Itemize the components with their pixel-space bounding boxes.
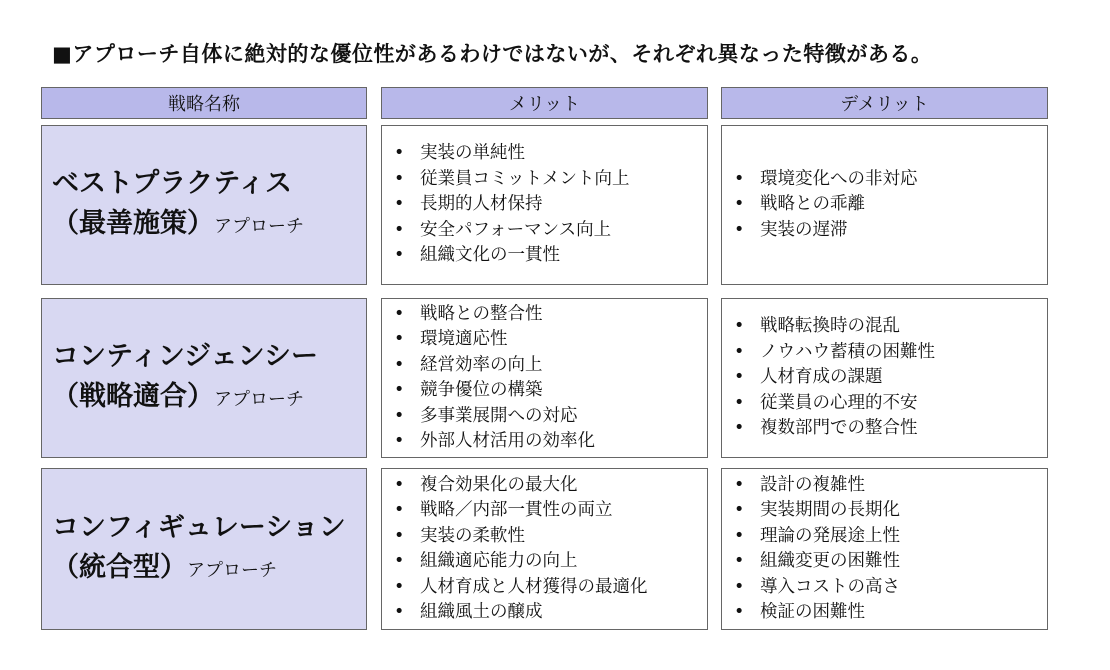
list-item: • 実装の遅滞 (730, 218, 1047, 244)
list-item: • 従業員コミットメント向上 (390, 167, 707, 193)
list-item: • 検証の困難性 (730, 600, 1047, 626)
strategy-name-sub (52, 204, 366, 247)
list-item: • 従業員の心理的不安 (730, 391, 1047, 417)
list-item: • 環境適応性 (390, 327, 707, 353)
strategy-name-main: コンティンジェンシー (52, 340, 318, 372)
strategy-name-cell (41, 468, 367, 630)
list-item: • 組織文化の一貫性 (390, 243, 707, 269)
list-item: • 理論の発展途上性 (730, 524, 1047, 550)
list-item: • 実装期間の長期化 (730, 498, 1047, 524)
header-demerit: デメリット (721, 87, 1048, 119)
list-item: • 環境変化への非対応 (730, 167, 1047, 193)
strategy-name-paren: （統合型） (52, 551, 187, 583)
strategy-name-main: ベストプラクティス (52, 167, 293, 199)
strategy-name-suffix: アプローチ (214, 215, 304, 237)
header-merit: メリット (381, 87, 708, 119)
list-item: • 外部人材活用の効率化 (390, 429, 707, 455)
page-headline: ■アプローチ自体に絶対的な優位性があるわけではないが、それぞれ異なった特徴がある。 (52, 42, 933, 66)
list-item: • 長期的人材保持 (390, 192, 707, 218)
demerit-cell (721, 468, 1048, 630)
list-item: • 安全パフォーマンス向上 (390, 218, 707, 244)
header-strategy-name: 戦略名称 (41, 87, 367, 119)
strategy-name-cell (41, 298, 367, 458)
list-item: • 組織変更の困難性 (730, 549, 1047, 575)
strategy-name-paren: （戦略適合） (52, 380, 214, 412)
list-item: • 実装の単純性 (390, 141, 707, 167)
list-item: • 経営効率の向上 (390, 353, 707, 379)
list-item: • 複数部門での整合性 (730, 416, 1047, 442)
list-item: • 組織風土の醸成 (390, 600, 707, 626)
list-item: • ノウハウ蓄積の困難性 (730, 340, 1047, 366)
strategy-name-suffix: アプローチ (214, 388, 304, 410)
list-item: • 導入コストの高さ (730, 575, 1047, 601)
strategy-name-cell (41, 125, 367, 285)
merit-cell (381, 125, 708, 285)
demerit-list (722, 167, 1047, 244)
list-item: • 戦略／内部一貫性の両立 (390, 498, 707, 524)
list-item: • 競争優位の構築 (390, 378, 707, 404)
list-item: • 組織適応能力の向上 (390, 549, 707, 575)
merit-list (382, 302, 707, 455)
list-item: • 戦略との整合性 (390, 302, 707, 328)
list-item: • 人材育成と人材獲得の最適化 (390, 575, 707, 601)
merit-list (382, 141, 707, 269)
list-item: • 戦略転換時の混乱 (730, 314, 1047, 340)
list-item: • 実装の柔軟性 (390, 524, 707, 550)
strategy-name-suffix: アプローチ (187, 559, 277, 581)
demerit-cell (721, 298, 1048, 458)
list-item: • 設計の複雑性 (730, 473, 1047, 499)
strategy-name-sub (52, 377, 366, 420)
list-item: • 多事業展開への対応 (390, 404, 707, 430)
demerit-list (722, 473, 1047, 626)
demerit-cell (721, 125, 1048, 285)
strategy-name-paren: （最善施策） (52, 207, 214, 239)
merit-cell (381, 298, 708, 458)
merit-list (382, 473, 707, 626)
list-item: • 人材育成の課題 (730, 365, 1047, 391)
list-item: • 複合効果化の最大化 (390, 473, 707, 499)
demerit-list (722, 314, 1047, 442)
strategy-name-main: コンフィギュレーション (52, 511, 346, 543)
list-item: • 戦略との乖離 (730, 192, 1047, 218)
strategy-name-sub (52, 548, 366, 591)
merit-cell (381, 468, 708, 630)
